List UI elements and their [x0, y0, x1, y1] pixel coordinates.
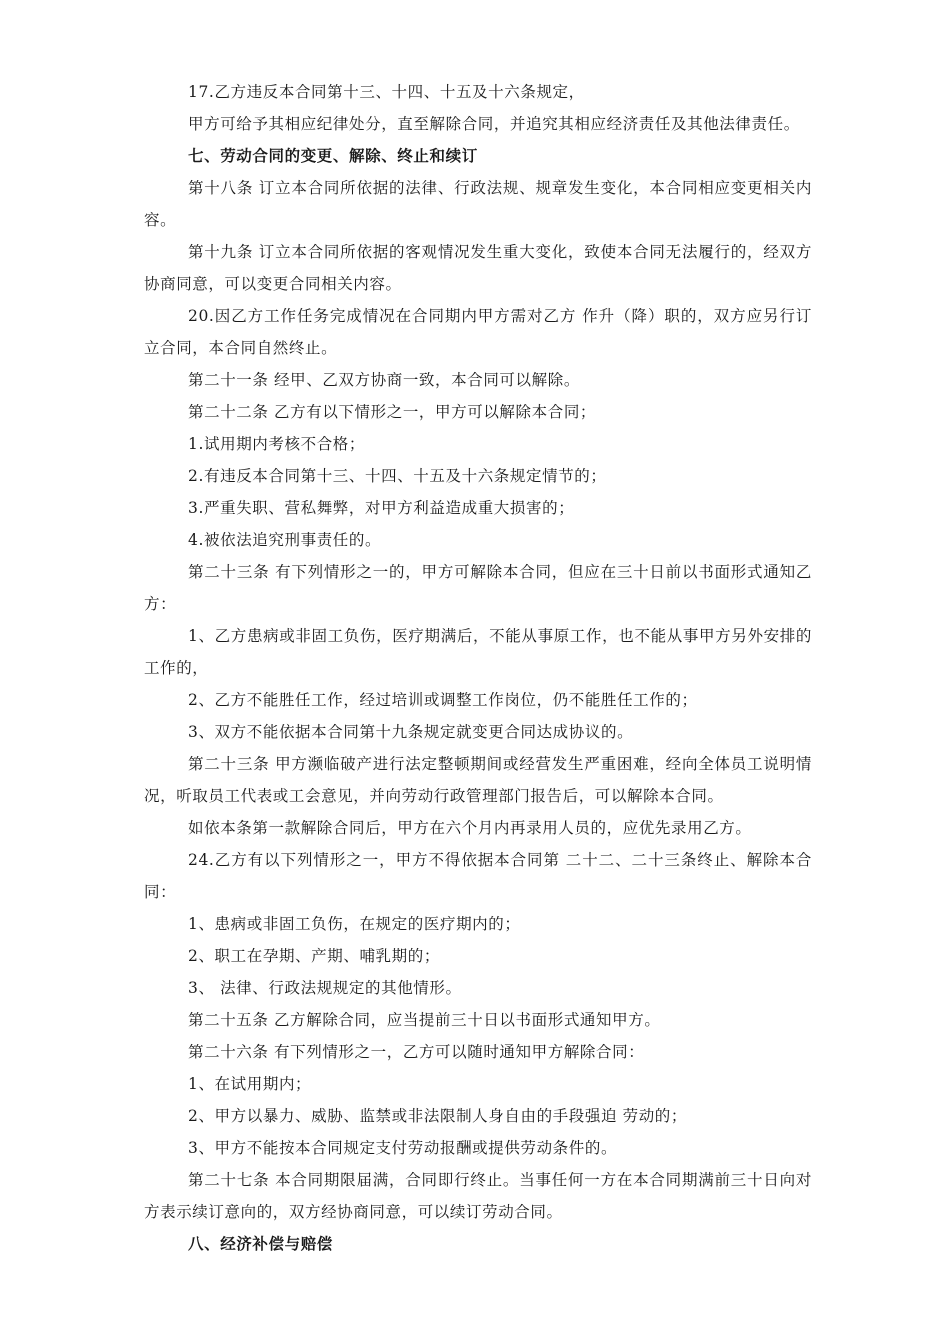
clause-25: 第二十五条 乙方解除合同，应当提前三十日以书面形式通知甲方。	[188, 1011, 661, 1029]
clause-23-item-2: 2、乙方不能胜任工作，经过培训或调整工作岗位，仍不能胜任工作的；	[188, 691, 698, 709]
clause-26-item-1: 1、在试用期内；	[188, 1075, 312, 1093]
clause-26-item-2: 2、甲方以暴力、威胁、监禁或非法限制人身自由的手段强迫 劳动的；	[188, 1107, 687, 1125]
clause-20: 20.因乙方工作任务完成情况在合同期内甲方需对乙方 作升（降）职的，双方应另行订立合同，本合同自然终止。	[144, 307, 812, 357]
clause-22-item-1: 1.试用期内考核不合格；	[188, 435, 365, 453]
clause-23-item-1: 1、乙方患病或非固工负伤，医疗期满后，不能从事原工作，也不能从事甲方另外安排的工作的，	[144, 627, 812, 677]
document-page	[144, 76, 812, 1260]
clause-24-item-3: 3、 法律、行政法规规定的其他情形。	[188, 979, 462, 997]
section-heading-8: 八、经济补偿与赔偿	[188, 1235, 333, 1253]
clause-23: 第二十三条 有下列情形之一的，甲方可解除本合同，但应在三十日前以书面形式通知乙方：	[144, 563, 812, 613]
clause-26: 第二十六条 有下列情形之一，乙方可以随时通知甲方解除合同：	[188, 1043, 645, 1061]
clause-22-item-3: 3.严重失职、营私舞弊，对甲方利益造成重大损害的；	[188, 499, 575, 517]
section-heading-7: 七、劳动合同的变更、解除、终止和续订	[188, 147, 478, 165]
clause-26-item-3: 3、甲方不能按本合同规定支付劳动报酬或提供劳动条件的。	[188, 1139, 618, 1157]
clause-17-continued: 甲方可给予其相应纪律处分，直至解除合同，并追究其相应经济责任及其他法律责任。	[188, 115, 800, 133]
clause-24: 24.乙方有以下列情形之一，甲方不得依据本合同第 二十二、二十三条终止、解除本合同：	[144, 851, 812, 901]
clause-23-item-3: 3、双方不能依据本合同第十九条规定就变更合同达成协议的。	[188, 723, 634, 741]
clause-17: 17.乙方违反本合同第十三、十四、十五及十六条规定，	[188, 83, 585, 101]
clause-21: 第二十一条 经甲、乙双方协商一致，本合同可以解除。	[188, 371, 580, 389]
clause-23-bankruptcy: 第二十三条 甲方濒临破产进行法定整顿期间或经营发生严重困难，经向全体员工说明情况，听取员工代表或工会意见，并向劳动行政管理部门报告后，可以解除本合同。	[144, 755, 812, 805]
clause-19: 第十九条 订立本合同所依据的客观情况发生重大变化，致使本合同无法履行的，经双方协商同意，可以变更合同相关内容。	[144, 243, 812, 293]
clause-24-item-2: 2、职工在孕期、产期、哺乳期的；	[188, 947, 440, 965]
clause-22: 第二十二条 乙方有以下情形之一，甲方可以解除本合同；	[188, 403, 597, 421]
clause-22-item-2: 2.有违反本合同第十三、十四、十五及十六条规定情节的；	[188, 467, 607, 485]
clause-18: 第十八条 订立本合同所依据的法律、行政法规、规章发生变化，本合同相应变更相关内容。	[144, 179, 812, 229]
clause-24-item-1: 1、患病或非固工负伤，在规定的医疗期内的；	[188, 915, 521, 933]
clause-23-priority-rehire: 如依本条第一款解除合同后，甲方在六个月内再录用人员的，应优先录用乙方。	[188, 819, 752, 837]
clause-27: 第二十七条 本合同期限届满，合同即行终止。当事任何一方在本合同期满前三十日向对方表示续订意向的，双方经协商同意，可以续订劳动合同。	[144, 1171, 812, 1221]
clause-22-item-4: 4.被依法追究刑事责任的。	[188, 531, 382, 549]
